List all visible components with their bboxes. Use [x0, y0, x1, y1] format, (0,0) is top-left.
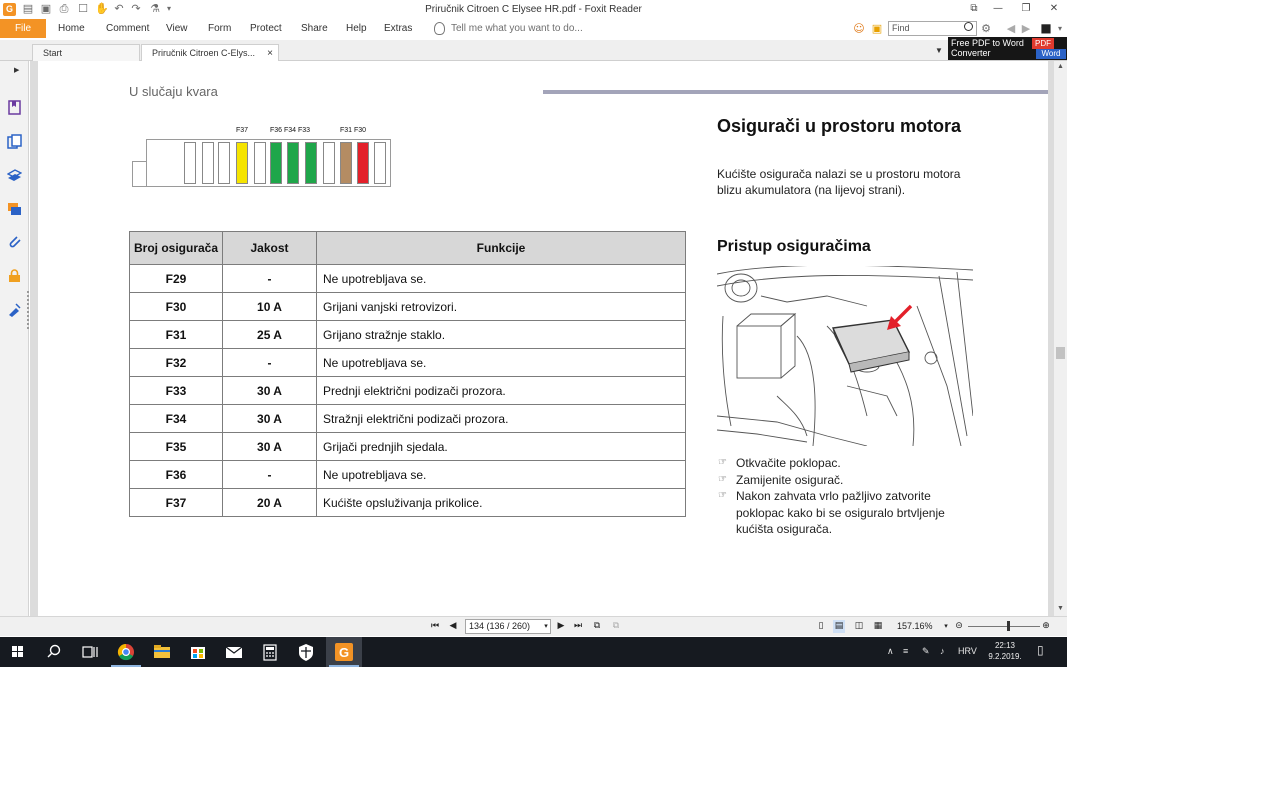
tab-comment[interactable]: Comment: [106, 23, 150, 34]
volume-icon[interactable]: ♪: [940, 646, 945, 656]
fuse-code: F30: [130, 293, 223, 321]
title-bar: [0, 0, 1067, 19]
page-thumbnails-icon[interactable]: [7, 134, 22, 149]
search-icon[interactable]: [964, 22, 973, 31]
close-icon[interactable]: ✕: [1049, 3, 1059, 14]
panel-resize-grip[interactable]: [27, 291, 29, 329]
zoom-dropdown-icon[interactable]: ▾: [944, 622, 948, 630]
fuse-code: F32: [130, 349, 223, 377]
tab-home[interactable]: Home: [58, 23, 85, 34]
fuse-code: F36: [130, 461, 223, 489]
fuse-f34-green: [287, 142, 299, 184]
tell-me-search[interactable]: Tell me what you want to do...: [451, 23, 583, 34]
redo-icon[interactable]: ↷: [131, 2, 141, 15]
fuse-label-f36-f34-f33: F36 F34 F33: [270, 127, 311, 134]
fuse-code: F35: [130, 433, 223, 461]
fuse-slot: [184, 142, 196, 184]
fuse-code: F29: [130, 265, 223, 293]
fuse-label-f31-f30: F31 F30: [340, 127, 367, 134]
foxit-logo-icon[interactable]: G: [3, 3, 16, 16]
page-number-field[interactable]: 134 (136 / 260): [465, 619, 551, 634]
svg-text:G: G: [338, 645, 350, 660]
find-input[interactable]: Find: [888, 21, 977, 36]
zoom-slider-thumb[interactable]: [1007, 621, 1010, 631]
pen-icon[interactable]: ✎: [922, 646, 930, 656]
vertical-scrollbar[interactable]: [1054, 61, 1067, 616]
comments-icon[interactable]: [7, 201, 22, 216]
tab-active-document[interactable]: [141, 44, 279, 61]
engine-fuses-heading: Osigurači u prostoru motora: [717, 116, 962, 136]
close-tab-icon[interactable]: ×: [267, 48, 273, 59]
next-page-icon[interactable]: ▶: [557, 621, 565, 631]
tab-start[interactable]: [32, 44, 140, 61]
step-text: Nakon zahvata vrlo pažljivo zatvorite poklopac kako bi se osiguralo brtvljenje kućišta osigurača.: [736, 489, 945, 536]
mail-icon[interactable]: [216, 637, 252, 667]
document-view[interactable]: [30, 61, 1054, 616]
search-icon[interactable]: [36, 637, 72, 667]
fuse-amperage: 10 A: [223, 293, 317, 321]
fuse-function: Ne upotrebljava se.: [317, 461, 686, 489]
pdf-badge: PDF: [1032, 38, 1054, 49]
windows-start-icon[interactable]: [0, 637, 36, 667]
previous-view-icon[interactable]: ⧉: [593, 621, 601, 631]
single-page-icon[interactable]: ▯: [818, 621, 824, 631]
ribbon-bar: [0, 19, 1067, 40]
fuse-f30-red: [357, 142, 369, 184]
fuse-amperage: 30 A: [223, 405, 317, 433]
hand-tool-icon[interactable]: ✋: [95, 2, 109, 15]
show-hidden-icons-icon[interactable]: ∧: [887, 646, 894, 656]
zoom-slider[interactable]: [968, 626, 1040, 627]
tab-help[interactable]: Help: [346, 23, 367, 34]
attachment-icon[interactable]: [7, 234, 22, 249]
step-text: Zamijenite osigurač.: [736, 472, 844, 487]
clock-date: 9.2.2019.: [988, 652, 1022, 661]
chrome-icon[interactable]: [108, 637, 144, 667]
task-view-icon[interactable]: [72, 637, 108, 667]
calculator-icon[interactable]: [252, 637, 288, 667]
print-icon[interactable]: ⎙: [59, 2, 69, 15]
scroll-up-icon[interactable]: ▲: [1057, 63, 1064, 70]
fuse-slot: [254, 142, 266, 184]
list-item: [718, 488, 978, 538]
step-text: Otkvačite poklopac.: [736, 456, 841, 470]
tab-list-dropdown-icon[interactable]: ▼: [935, 46, 943, 55]
scrollbar-thumb[interactable]: [1056, 347, 1065, 359]
layers-icon[interactable]: [7, 168, 22, 183]
navigation-panel: [0, 61, 29, 616]
fuse-function: Grijani vanjski retrovizori.: [317, 293, 686, 321]
window-title: Priručnik Citroen C Elysee HR.pdf - Foxit Reader: [425, 4, 642, 15]
engine-bay-illustration: [717, 266, 973, 446]
tab-document-label: Priručnik Citroen C-Elys...: [152, 48, 256, 58]
table-row: [130, 293, 686, 321]
next-view-icon[interactable]: ⧉: [612, 621, 620, 631]
previous-page-icon[interactable]: ◀: [449, 621, 457, 631]
tab-start-label: Start: [43, 48, 63, 58]
zoom-out-icon[interactable]: ⊝: [955, 621, 963, 631]
fuse-amperage: 20 A: [223, 489, 317, 517]
running-indicator: [329, 665, 359, 667]
fuse-function: Kućište opsluživanja prikolice.: [317, 489, 686, 517]
table-row: [130, 321, 686, 349]
fuse-access-heading: Pristup osiguračima: [717, 238, 871, 255]
fuse-f31-tan: [340, 142, 352, 184]
minimize-icon[interactable]: —: [993, 3, 1003, 14]
header-fuse-number: [130, 232, 223, 265]
running-indicator: [111, 665, 141, 667]
header-amperage: Jakost: [223, 232, 317, 265]
document-tab-bar: [0, 40, 1067, 61]
scroll-down-icon[interactable]: ▼: [1057, 605, 1064, 612]
zoom-level[interactable]: 157.16%: [897, 621, 933, 631]
table-row: [130, 349, 686, 377]
fuse-code: F37: [130, 489, 223, 517]
tab-file[interactable]: File: [0, 19, 46, 38]
fuse-f37-yellow: [236, 142, 248, 184]
fuse-code: F34: [130, 405, 223, 433]
header-functions: Funkcije: [317, 232, 686, 265]
word-badge: Word: [1036, 49, 1066, 59]
prev-result-icon[interactable]: ◀: [1006, 22, 1016, 35]
status-bar: [0, 616, 1067, 636]
table-row: [130, 433, 686, 461]
fuse-function: Prednji električni podizači prozora.: [317, 377, 686, 405]
system-clock[interactable]: [988, 640, 1022, 662]
fuse-amperage: -: [223, 461, 317, 489]
defender-icon[interactable]: [288, 637, 324, 667]
section-title: U slučaju kvara: [129, 84, 218, 99]
table-row: [130, 489, 686, 517]
notifications-icon[interactable]: ▯: [1037, 643, 1044, 657]
fuse-amperage: -: [223, 349, 317, 377]
smiley-icon[interactable]: ☺: [853, 22, 865, 35]
save-icon[interactable]: ▣: [40, 2, 52, 15]
tab-extras[interactable]: Extras: [384, 23, 413, 34]
pointing-hand-icon: ☞: [718, 473, 727, 485]
clock-time: 22:13: [994, 641, 1016, 650]
fuse-function: Ne upotrebljava se.: [317, 265, 686, 293]
fuse-slot: [202, 142, 214, 184]
access-steps: [718, 455, 978, 538]
fuse-f36-green: [270, 142, 282, 184]
foxit-reader-taskbar-button[interactable]: [326, 637, 362, 667]
engine-fuses-intro: Kućište osigurača nalazi se u prostoru motora blizu akumulatora (na lijevoj strani).: [717, 167, 961, 197]
quick-access-dropdown-icon[interactable]: ▾: [166, 4, 171, 13]
pointing-hand-icon: ☞: [718, 490, 727, 501]
list-item: [718, 455, 978, 472]
first-page-icon[interactable]: ⏮: [430, 621, 440, 631]
tab-share[interactable]: Share: [301, 23, 328, 34]
pdf-page: [38, 61, 1048, 616]
fuse-function: Grijano stražnje staklo.: [317, 321, 686, 349]
header-fuse-number-label: Broj osigurača: [133, 241, 219, 255]
find-options-icon[interactable]: ⚙: [981, 22, 991, 35]
last-page-icon[interactable]: ⏭: [573, 621, 583, 631]
restore-ribbon-icon[interactable]: ⧉: [970, 3, 978, 14]
expand-panel-icon[interactable]: ▶: [14, 67, 20, 74]
tab-form[interactable]: Form: [208, 23, 232, 34]
fuse-function: Grijači prednjih sjedala.: [317, 433, 686, 461]
fuse-slot: [218, 142, 230, 184]
fuse-box-diagram: [146, 139, 391, 187]
input-language[interactable]: HRV: [958, 646, 977, 656]
continuous-page-icon[interactable]: ▤: [834, 621, 844, 631]
promo-line2: Converter: [951, 48, 991, 58]
tab-view[interactable]: View: [166, 23, 188, 34]
signature-icon[interactable]: [7, 302, 22, 317]
facing-pages-icon[interactable]: ◫: [854, 621, 864, 631]
fuse-label-f37: F37: [236, 127, 249, 134]
fuse-slot: [323, 142, 335, 184]
fuse-amperage: 25 A: [223, 321, 317, 349]
pointing-hand-icon: ☞: [718, 457, 727, 468]
continuous-facing-icon[interactable]: ▦: [873, 621, 883, 631]
pdf-to-word-badge[interactable]: [1032, 38, 1066, 59]
bookmark-icon[interactable]: [7, 100, 22, 115]
fuse-slot: [374, 142, 386, 184]
fuse-amperage: 30 A: [223, 377, 317, 405]
fuse-function: Stražnji električni podizači prozora.: [317, 405, 686, 433]
header-rule: [543, 90, 1048, 94]
fuse-amperage: 30 A: [223, 433, 317, 461]
table-row: [130, 265, 686, 293]
store-icon[interactable]: [180, 637, 216, 667]
network-icon[interactable]: ≡: [903, 646, 909, 656]
lock-icon[interactable]: [7, 268, 22, 283]
maximize-icon[interactable]: ❐: [1021, 3, 1031, 14]
fuse-f33-green: [305, 142, 317, 184]
zoom-in-icon[interactable]: ⊕: [1042, 621, 1050, 631]
select-icon[interactable]: ☐: [78, 2, 88, 15]
table-row: [130, 377, 686, 405]
page-list-dropdown-icon[interactable]: ▾: [544, 622, 548, 630]
next-result-icon[interactable]: ▶: [1021, 22, 1031, 35]
table-header-row: [130, 232, 686, 265]
tab-protect[interactable]: Protect: [250, 23, 282, 34]
folder-search-icon[interactable]: ▣: [871, 22, 883, 35]
promo-line1: Free PDF to Word: [951, 38, 1024, 48]
account-icon[interactable]: ■: [1040, 21, 1052, 35]
fuse-amperage: -: [223, 265, 317, 293]
taskbar: [0, 637, 1067, 667]
table-row: [130, 461, 686, 489]
stamp-icon[interactable]: ⚗: [150, 2, 160, 15]
open-folder-icon[interactable]: ▤: [22, 2, 34, 15]
fuse-table: [129, 231, 686, 517]
fuse-code: F31: [130, 321, 223, 349]
lightbulb-icon: [434, 22, 445, 35]
undo-icon[interactable]: ↶: [114, 2, 124, 15]
fuse-code: F33: [130, 377, 223, 405]
table-row: [130, 405, 686, 433]
fuse-function: Ne upotrebljava se.: [317, 349, 686, 377]
account-dropdown-icon[interactable]: ▾: [1057, 24, 1062, 33]
file-explorer-icon[interactable]: [144, 637, 180, 667]
list-item: [718, 472, 978, 489]
